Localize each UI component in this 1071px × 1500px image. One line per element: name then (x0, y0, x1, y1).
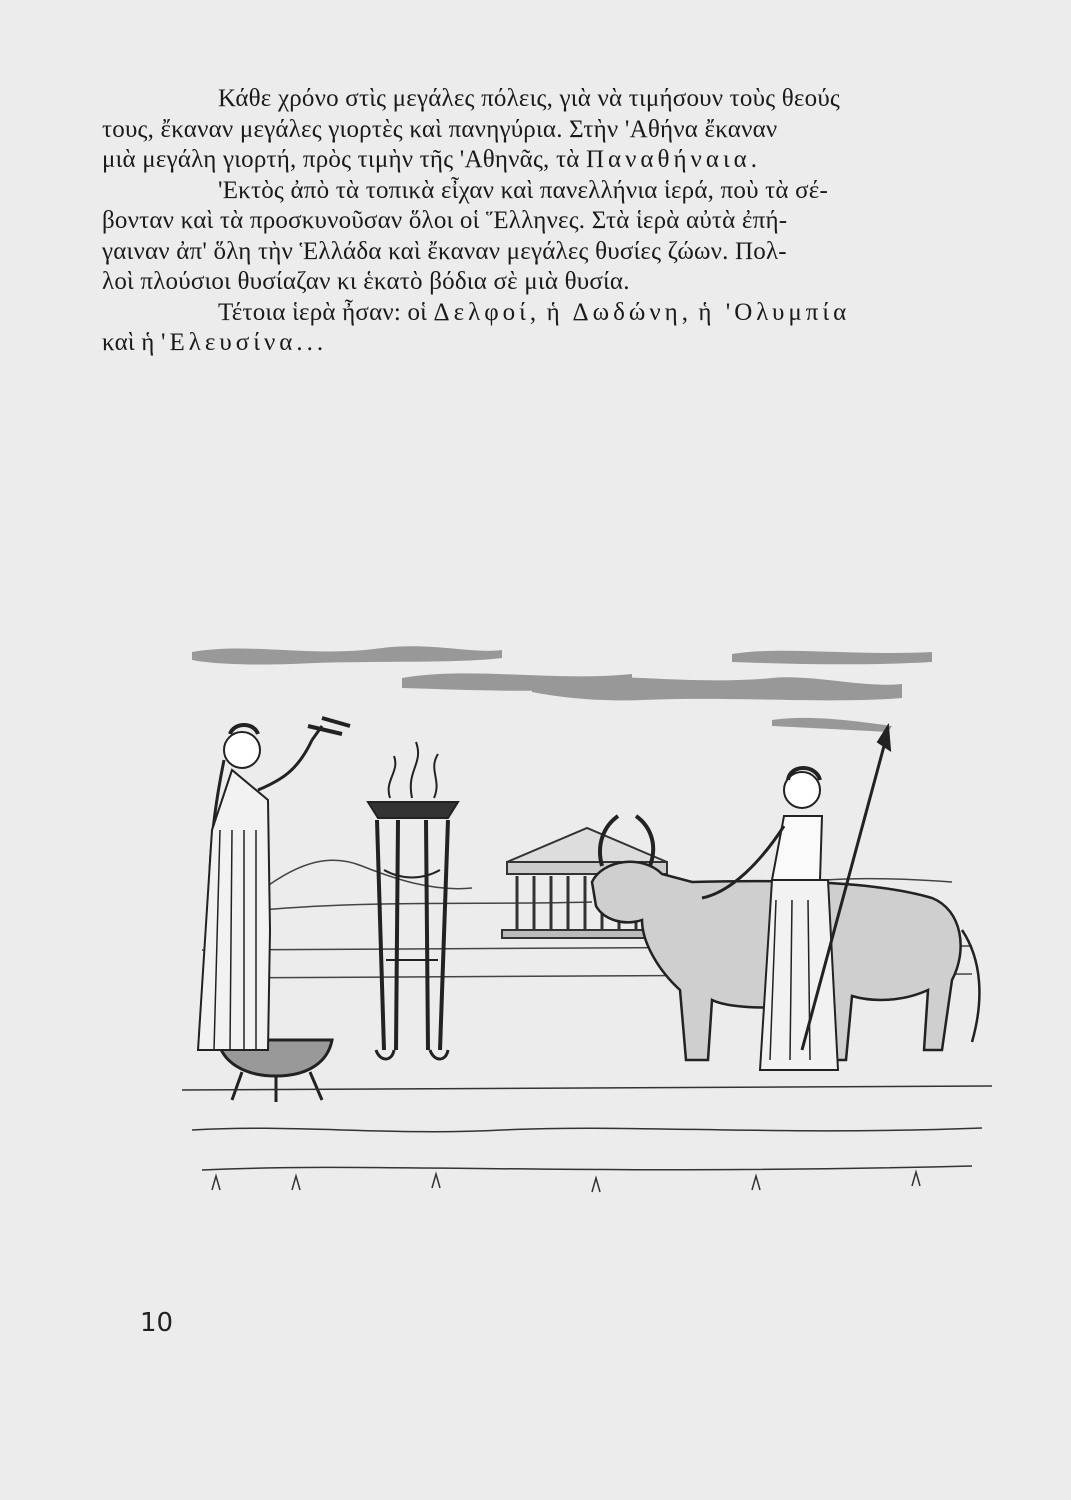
text-line: Κάθε χρόνο στὶς μεγάλες πόλεις, γιὰ νὰ τιμήσουν τοὺς θεούς (218, 85, 841, 112)
priest-figure (198, 718, 350, 1050)
place-delphi: Δελφοί, (433, 298, 541, 326)
text-fragment: καὶ ἡ (102, 329, 155, 356)
place-olympia: ἡ 'Ολυμπία (698, 298, 851, 326)
paragraph-examples (102, 298, 1010, 359)
text-line (102, 145, 1010, 176)
text-line: 'Εκτὸς ἀπὸ τὰ τοπικὰ εἶχαν καὶ πανελλήνια ἱερά, ποὺ τὰ σέ- (218, 176, 828, 204)
body-text (102, 84, 1010, 359)
tripod-altar (368, 742, 458, 1059)
text-line (160, 298, 1010, 329)
place-dodona: ἡ Δωδώνη, (546, 298, 692, 326)
paragraph-festivals (102, 84, 1010, 176)
clouds (192, 646, 932, 732)
panathenaea-spaced: Παναθήναια. (585, 146, 762, 173)
sacrifice-illustration (172, 630, 1002, 1220)
text-fragment: μιὰ μεγάλη γιορτή, πρὸς τιμὴν τῆς 'Αθηνᾶς, τὰ (102, 146, 580, 173)
text-line: τους, ἔκαναν μεγάλες γιορτὲς καὶ πανηγύρια. Στὴν 'Αθήνα ἔκαναν (102, 115, 778, 143)
text-line: λοὶ πλούσιοι θυσίαζαν κι ἑκατὸ βόδια σὲ μιὰ θυσία. (102, 268, 630, 295)
place-eleusis: 'Ελευσίνα... (160, 329, 328, 356)
text-line (102, 328, 1010, 359)
text-fragment: Τέτοια ἱερὰ ἦσαν: οἱ (218, 298, 428, 326)
page-number: 10 (140, 1308, 174, 1338)
paragraph-sanctuaries (102, 176, 1010, 298)
text-line: γαιναν ἀπ' ὅλη τὴν Ἑλλάδα καὶ ἔκαναν μεγάλες θυσίες ζώων. Πολ- (102, 237, 787, 265)
text-line: βονταν καὶ τὰ προσκυνοῦσαν ὅλοι οἱ Ἕλληνες. Στὰ ἱερὰ αὐτὰ ἐπή- (102, 207, 788, 234)
ground (182, 1086, 992, 1192)
